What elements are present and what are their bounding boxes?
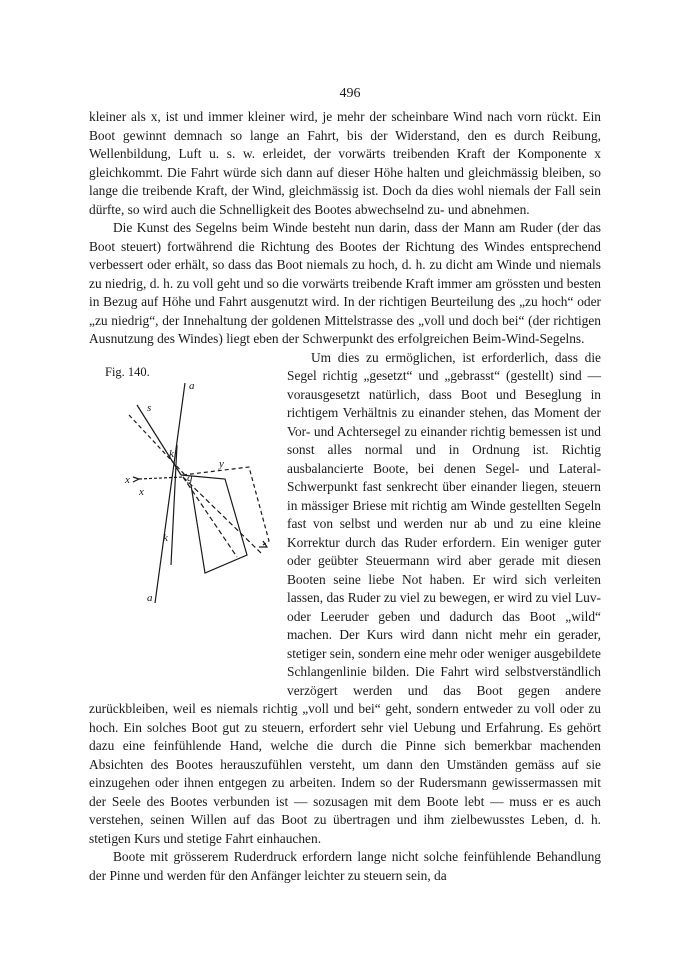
paragraph-1: kleiner als x, ist und immer kleiner wird, je mehr der scheinbare Wind nach vorn rückt. Ein Boot gewinnt demnach so lange an Fahrt, bis der Widerstand, den es durch Reibung, Wellenbildung, Luft u. s. w. erleidet, der vorwärts treibenden Kraft der Komponente x gleichkommt. Die Fahrt würde sich dann auf dieser Höhe halten und gleichmässig bleiben, so lange die treibende Kraft, der Wind, gleichmässig ist. Doch da dies wohl niemals der Fall sein dürfte, so wird auch die Schnelligkeit des Bootes abwechselnd zu- und abnehmen.	[89, 109, 601, 217]
label-x-left: x	[125, 473, 130, 486]
label-y: y	[219, 457, 224, 470]
paragraph-4: Boote mit grösserem Ruderdruck erfordern lange nicht solche feinfühlende Behandlung der Pinne und werden für den Anfänger leichter zu steuern sein, da	[89, 849, 601, 883]
x-component	[139, 477, 183, 479]
label-a-bottom: a	[147, 591, 153, 604]
label-g: g	[187, 471, 193, 484]
resultant-line	[183, 477, 261, 553]
page-number: 496	[339, 86, 361, 101]
figure-140	[89, 353, 279, 681]
label-s: s	[147, 401, 152, 414]
paragraph-3: Um dies zu ermöglichen, ist erforderlich, dass die Segel richtig „gesetzt“ und „gebrasst“ (gestellt) sind — vorausgesetzt natürlich, dass Boot und Beseglung in richtigem Verhältnis zu einander stehen, das Moment der Vor- und Achtersegel zu einander richtig bemessen ist und sonst alles normal und in Ordnung ist. Richtig ausbalancierte Boote, bei denen Segel- und Lateral-Schwerpunkt fast senkrecht über einander liegen, steuern in mässiger Briese mit richtig am Winde gestellten Segeln fast von selbst und werden nur ab und zu eine kleine Korrektur durch das Ruder erfordern. Ein weniger guter oder geübter Steuermann wird aber gerade mit diesen Booten seine liebe Not haben. Er wird sich verleiten lassen, das Ruder zu viel zu bewegen, er wird zu viel Luv- oder Leeruder geben und dadurch das Boot „wild“ machen. Der Kurs wird dann nicht mehr ein gerader, stetiger sein, sondern eine mehr oder weniger ausgebildete Schlangenlinie bilden. Die Fahrt wird selbstverständlich verzögert werden und das Boot gegen andere zurückbleiben, weil es niemals richtig „voll und bei“ geht, sondern entweder zu voll oder zu hoch. Ein solches Boot gut zu steuern, erfordert sehr viel Uebung und Erfahrung. Es gehört dazu eine feinfühlende Hand, welche die durch die Pinne sich bemerkbar machenden Absichten des Bootes herauszufühlen versteht, um dann den Umständen gemäss auf sie einzugehen oder ihnen entgegen zu arbeiten. Indem so der Rudersmann gewissermassen mit der Seele des Bootes verbunden ist — sozusagen mit dem Boote lebt — muss er es auch verstehen, seinen Willen auf das Boot zu übertragen und ihm zielbewusstes Leben, d. h. stetigen Kurs und stetige Fahrt einhauchen.	[89, 349, 601, 846]
label-k-upper: k	[169, 447, 174, 460]
wind-line-solid	[137, 405, 181, 475]
label-a-top: a	[189, 379, 195, 392]
sail-outline	[181, 475, 247, 573]
centerline-a	[155, 383, 185, 603]
paragraph-2: Die Kunst des Segelns beim Winde besteht nun darin, dass der Mann am Ruder (der das Boot steuert) fortwährend die Richtung des Bootes der Richtung des Windes entsprechend verbessert oder erhält, so dass das Boot niemals zu hoch, d. h. zu dicht am Winde und niemals zu niedrig, d. h. zu voll geht und so die vorwärts treibende Kraft immer am grössten und besten in Bezug auf Höhe und Fahrt ausgenutzt wird. In der richtigen Beurteilung des „zu hoch“ oder „zu niedrig“, der Innehaltung der goldenen Mittelstrasse des „voll und doch bei“ (der richtigen Ausnutzung des Windes) liegt eben der Schwerpunkt des erfolgreichen Beim-Wind-Segelns.	[89, 220, 601, 346]
force-parallelogram	[183, 467, 269, 545]
label-x-lower: x	[139, 485, 144, 498]
arrowhead-left	[133, 477, 139, 482]
label-k-lower: k	[163, 531, 168, 544]
figure-caption: Fig. 140.	[105, 364, 150, 379]
sail-force-diagram	[89, 375, 279, 675]
arrowhead-right	[259, 541, 267, 547]
body-text	[89, 108, 601, 885]
